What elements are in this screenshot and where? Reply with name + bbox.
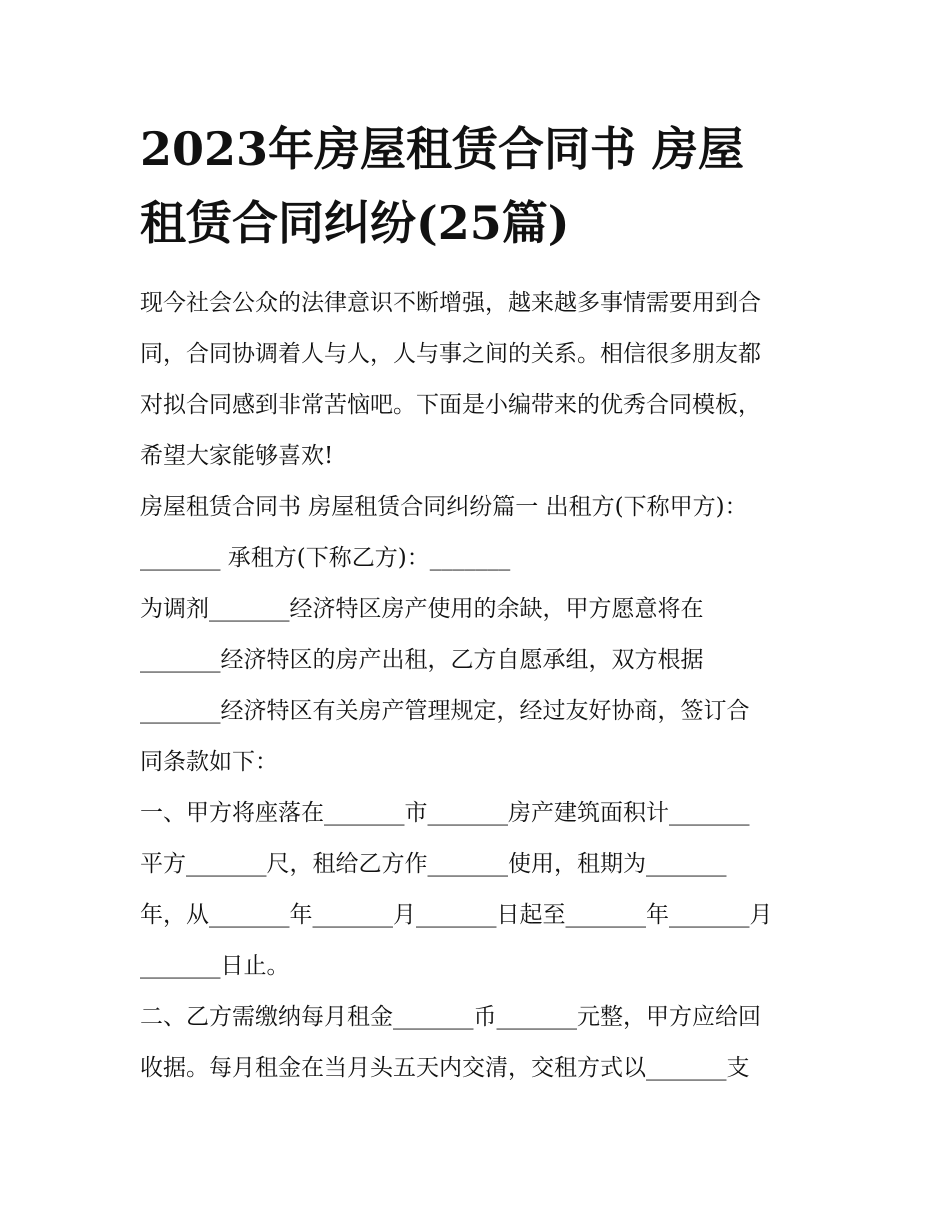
title-line: 2023年房屋租赁合同书 房屋 xyxy=(140,122,745,176)
body-line: 年，从_______年_______月_______日起至_______年_______月 xyxy=(140,902,773,928)
body-line: 同条款如下： xyxy=(140,749,278,775)
body-line: 二、乙方需缴纳每月租金_______币_______元整，甲方应给回 xyxy=(140,1004,761,1030)
body-line: 同，合同协调着人与人，人与事之间的关系。相信很多朋友都 xyxy=(140,341,761,367)
body-line: 希望大家能够喜欢! xyxy=(140,443,334,469)
body-line: _______经济特区有关房产管理规定，经过友好协商，签订合 xyxy=(140,698,750,724)
document-title xyxy=(140,112,820,260)
body-line: 一、甲方将座落在_______市_______房产建筑面积计_______ xyxy=(140,800,750,826)
body-line: _______日止。 xyxy=(140,953,290,979)
body-line: 现今社会公众的法律意识不断增强，越来越多事情需要用到合 xyxy=(140,290,761,316)
body-line: _______ 承租方(下称乙方)：_______ xyxy=(140,545,511,571)
title-line: 租赁合同纠纷(25篇) xyxy=(140,196,570,250)
body-line: _______经济特区的房产出租，乙方自愿承组，双方根据 xyxy=(140,647,704,673)
body-line: 为调剂_______经济特区房产使用的余缺，甲方愿意将在 xyxy=(140,596,704,622)
body-line: 房屋租赁合同书 房屋租赁合同纠纷篇一 出租方(下称甲方)： xyxy=(140,494,748,520)
body-line: 收据。每月租金在当月头五天内交清，交租方式以_______支 xyxy=(140,1055,750,1081)
body-line: 对拟合同感到非常苦恼吧。下面是小编带来的优秀合同模板， xyxy=(140,392,761,418)
document-body xyxy=(140,278,830,1094)
body-line: 平方_______尺，租给乙方作_______使用，租期为_______ xyxy=(140,851,727,877)
